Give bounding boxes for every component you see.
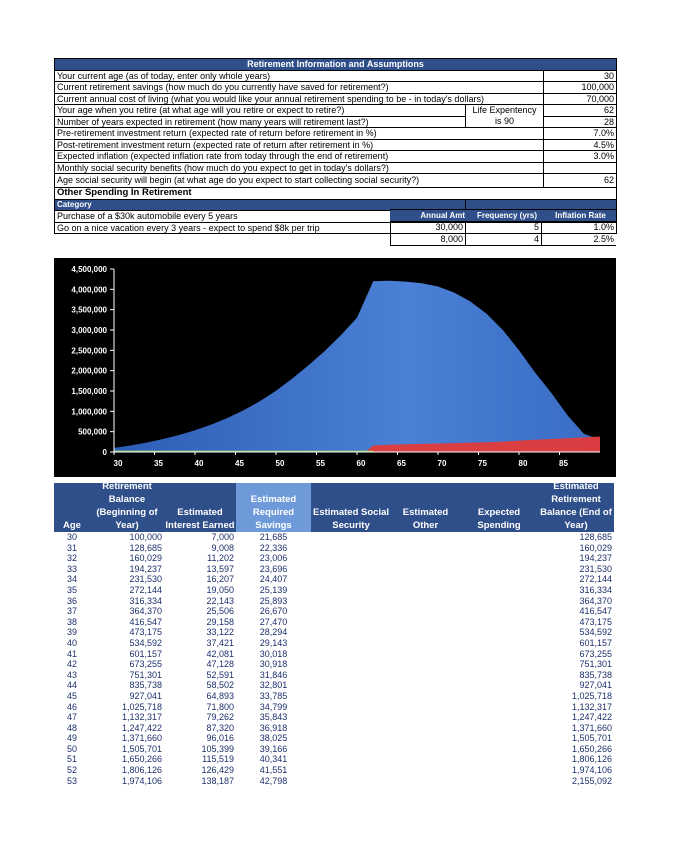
- social-security-cell: [311, 649, 391, 660]
- balance-end-cell: 534,592: [579, 627, 612, 638]
- required-savings-cell: 30,018: [259, 648, 288, 659]
- required-savings-header: Estimated Required Savings: [236, 483, 311, 532]
- age: 37: [66, 606, 77, 617]
- required-savings-cell: 21,685: [259, 532, 288, 542]
- assumption-label: Expected inflation (expected inflation rate from today through the end of retirement): [55, 151, 544, 163]
- assumption-value[interactable]: 7.0%: [544, 128, 617, 140]
- other-cell: [391, 627, 460, 638]
- balance-begin-cell: 835,738: [129, 680, 162, 691]
- x-tick-label: 50: [275, 459, 285, 468]
- required-savings-cell: 40,341: [259, 754, 288, 765]
- balance-begin-cell: 1,505,701: [121, 743, 162, 754]
- table-row: [54, 627, 614, 638]
- table-row: [54, 744, 614, 755]
- projection-table: [54, 483, 614, 786]
- required-savings-cell: 29,143: [259, 637, 288, 648]
- required-savings-cell: 39,166: [259, 743, 288, 754]
- table-row: [54, 617, 614, 628]
- spending-cell: [460, 776, 538, 787]
- spending-cell: [460, 670, 538, 681]
- spending-cell: [460, 765, 538, 776]
- spending-cell: [460, 617, 538, 628]
- social-security-cell: [311, 574, 391, 585]
- balance-area: [114, 281, 600, 452]
- required-savings-cell: 23,006: [259, 553, 288, 564]
- x-tick-label: 45: [235, 459, 244, 468]
- other-cell: [391, 754, 460, 765]
- assumption-label: Your age when you retire (at what age will you retire or expect to retire?): [55, 105, 466, 117]
- x-tick-label: 65: [397, 459, 406, 468]
- age: 40: [66, 637, 77, 648]
- balance-begin-cell: 231,530: [129, 574, 162, 585]
- assumption-value[interactable]: 30: [544, 70, 617, 82]
- interest-cell: 138,187: [201, 775, 234, 786]
- assumption-label: Number of years expected in retirement (how many years will retirement last?): [55, 116, 466, 128]
- assumption-row: [55, 116, 617, 128]
- social-security-cell: [311, 754, 391, 765]
- spending-cell: [460, 596, 538, 607]
- interest-cell: 64,893: [206, 690, 234, 701]
- social-security-cell: [311, 638, 391, 649]
- age: 46: [66, 701, 77, 712]
- inflation-value[interactable]: 2.5%: [593, 234, 614, 244]
- y-tick-label: 0: [102, 448, 107, 457]
- assumption-label: Pre-retirement investment return (expected rate of return before retirement in %): [55, 128, 544, 140]
- assumptions-table: [54, 58, 617, 234]
- age: 51: [66, 754, 77, 765]
- balance-begin-cell: 272,144: [129, 584, 162, 595]
- balance-end-cell: 601,157: [579, 637, 612, 648]
- table-row: [54, 702, 614, 713]
- spending-cell: [460, 543, 538, 554]
- balance-end-cell: 2,155,092: [571, 775, 612, 786]
- social-security-cell: [311, 765, 391, 776]
- table-row: [54, 553, 614, 564]
- age: 42: [66, 659, 77, 670]
- balance-end-cell: 416,547: [579, 606, 612, 617]
- balance-begin-header: Retirement Balance (Beginning of Year): [90, 483, 164, 532]
- balance-begin-cell: 160,029: [129, 553, 162, 564]
- interest-cell: 115,519: [202, 754, 234, 765]
- spending-header: Expected Spending: [460, 483, 538, 532]
- other-cell: [391, 765, 460, 776]
- balance-end-cell: 1,974,106: [571, 765, 612, 776]
- balance-end-cell: 364,370: [579, 595, 612, 606]
- spending-cell: [460, 638, 538, 649]
- required-savings-cell: 35,843: [259, 712, 288, 723]
- balance-end-cell: 1,371,660: [571, 722, 612, 733]
- balance-end-cell: 1,132,317: [571, 701, 612, 712]
- social-security-cell: [311, 659, 391, 670]
- spending-cell: [460, 702, 538, 713]
- table-row: [54, 606, 614, 617]
- balance-end-cell: 927,041: [579, 680, 612, 691]
- age: 52: [66, 765, 77, 776]
- balance-begin-cell: 1,650,266: [121, 754, 162, 765]
- inflation-header: Inflation Rate: [555, 211, 606, 220]
- x-tick-label: 85: [559, 459, 568, 468]
- other-cell: [391, 564, 460, 575]
- required-savings-cell: 25,139: [259, 584, 288, 595]
- assumption-label: Your current age (as of today, enter only whole years): [55, 70, 544, 82]
- social-security-cell: [311, 596, 391, 607]
- balance-end-cell: 835,738: [579, 669, 612, 680]
- interest-cell: 16,207: [206, 574, 234, 585]
- interest-cell: 37,421: [206, 637, 234, 648]
- balance-end-cell: 272,144: [579, 574, 612, 585]
- balance-end-cell: 1,505,701: [571, 733, 612, 744]
- y-tick-label: 1,500,000: [71, 387, 107, 396]
- required-savings-cell: 30,918: [259, 659, 288, 670]
- table-row: [54, 543, 614, 554]
- life-expectancy-note-2: is 90: [466, 116, 544, 128]
- age: 49: [66, 733, 77, 744]
- other-cell: [391, 723, 460, 734]
- assumption-value[interactable]: 3.0%: [544, 151, 617, 163]
- spending-cell: [460, 585, 538, 596]
- interest-cell: 33,122: [206, 627, 234, 638]
- balance-end-cell: 194,237: [579, 553, 612, 564]
- table-row: [54, 638, 614, 649]
- assumptions-title: Retirement Information and Assumptions: [55, 59, 617, 71]
- spending-cell: [460, 712, 538, 723]
- balance-begin-cell: 534,592: [129, 637, 162, 648]
- required-savings-cell: 31,846: [259, 669, 288, 680]
- x-tick-label: 55: [316, 459, 325, 468]
- assumption-value[interactable]: 28: [544, 116, 617, 128]
- spending-cell: [460, 606, 538, 617]
- social-security-cell: [311, 680, 391, 691]
- balance-end-cell: 316,334: [579, 584, 612, 595]
- required-savings-cell: 25,893: [259, 595, 288, 606]
- assumption-row: [55, 162, 617, 174]
- table-row: [54, 776, 614, 787]
- spending-cell: [460, 627, 538, 638]
- other-cell: [391, 670, 460, 681]
- age: 31: [66, 542, 77, 553]
- age: 38: [66, 616, 77, 627]
- balance-end-cell: 673,255: [579, 648, 612, 659]
- y-tick-label: 3,500,000: [71, 305, 107, 315]
- y-tick-label: 2,500,000: [71, 346, 107, 356]
- age: 50: [66, 743, 77, 754]
- age: 48: [66, 722, 77, 733]
- category-label: Purchase of a $30k automobile every 5 years: [55, 211, 466, 223]
- balance-end-cell: 128,685: [579, 532, 612, 542]
- social-security-cell: [311, 702, 391, 713]
- y-tick-label: 1,000,000: [71, 407, 107, 417]
- age: 34: [66, 574, 77, 585]
- required-savings-cell: 22,336: [259, 542, 288, 553]
- social-security-cell: [311, 712, 391, 723]
- x-tick-label: 30: [113, 459, 123, 468]
- projection-header-row: [54, 483, 614, 532]
- interest-cell: 87,320: [206, 722, 234, 733]
- balance-begin-cell: 927,041: [129, 690, 162, 701]
- social-security-cell: [311, 733, 391, 744]
- required-savings-cell: 24,407: [259, 574, 288, 585]
- balance-begin-cell: 1,806,126: [121, 765, 162, 776]
- social-security-cell: [311, 670, 391, 681]
- required-savings-cell: 32,801: [259, 680, 288, 691]
- balance-begin-cell: 673,255: [129, 659, 162, 670]
- interest-cell: 19,050: [206, 584, 234, 595]
- assumption-value[interactable]: 4.5%: [544, 139, 617, 151]
- interest-cell: 29,158: [206, 616, 234, 627]
- retirement-balance-chart: [54, 258, 616, 477]
- balance-begin-cell: 473,175: [129, 627, 162, 638]
- assumption-label: Current annual cost of living (what you would like your annual retirement spending to be - in today's dollars): [55, 93, 544, 105]
- interest-cell: 11,202: [207, 553, 234, 564]
- required-savings-cell: 27,470: [259, 616, 288, 627]
- y-tick-label: 4,000,000: [71, 285, 107, 295]
- required-savings-cell: 33,785: [259, 690, 288, 701]
- interest-cell: 22,143: [206, 595, 234, 606]
- table-row: [54, 585, 614, 596]
- other-cell: [391, 776, 460, 787]
- social-security-header: Estimated Social Security: [311, 483, 391, 532]
- other-spending-title: Other Spending In Retirement: [55, 188, 617, 200]
- balance-begin-cell: 364,370: [129, 606, 162, 617]
- interest-cell: 126,429: [201, 765, 234, 776]
- balance-end-cell: 473,175: [579, 616, 612, 627]
- other-cell: [391, 553, 460, 564]
- required-savings-cell: 23,696: [259, 563, 288, 574]
- spending-cell: [460, 553, 538, 564]
- other-cell: [391, 606, 460, 617]
- table-row: [54, 649, 614, 660]
- table-row: [54, 532, 614, 543]
- other-cell: [391, 574, 460, 585]
- other-cell: [391, 744, 460, 755]
- age: 32: [66, 553, 77, 564]
- assumption-label: Post-retirement investment return (expected rate of return after retirement in %): [55, 139, 544, 151]
- other-cell: [391, 543, 460, 554]
- assumption-row: [55, 70, 617, 82]
- other-cell: [391, 691, 460, 702]
- spending-cell: [460, 532, 538, 543]
- frequency-value[interactable]: 5: [466, 222, 542, 233]
- balance-end-cell: 1,806,126: [571, 754, 612, 765]
- social-security-cell: [311, 776, 391, 787]
- spending-cell: [460, 723, 538, 734]
- spending-cell: [460, 691, 538, 702]
- spending-cell: [460, 649, 538, 660]
- table-row: [54, 754, 614, 765]
- other-cell: [391, 680, 460, 691]
- age: 44: [66, 680, 77, 691]
- other-cell: [391, 532, 460, 543]
- spending-cell: [460, 744, 538, 755]
- required-savings-cell: 41,551: [259, 765, 288, 776]
- annual-amt-value[interactable]: 30,000: [390, 222, 466, 233]
- balance-end-cell: 231,530: [579, 563, 612, 574]
- assumption-label: Age social security will begin (at what age do you expect to start collecting social security?): [55, 174, 544, 188]
- required-savings-cell: 26,670: [259, 606, 288, 617]
- spending-cell: [460, 659, 538, 670]
- age: 45: [66, 690, 77, 701]
- table-row: [54, 680, 614, 691]
- assumption-label: Monthly social security benefits (how much do you expect to get in today's dollars?): [55, 162, 544, 174]
- other-header: Estimated Other: [391, 483, 460, 532]
- balance-begin-cell: 1,371,660: [121, 733, 162, 744]
- social-security-cell: [311, 744, 391, 755]
- social-security-cell: [311, 723, 391, 734]
- balance-begin-cell: 1,025,718: [121, 701, 162, 712]
- category-header: Category: [55, 199, 466, 211]
- frequency-header: Frequency (yrs): [476, 211, 538, 220]
- other-cell: [391, 638, 460, 649]
- interest-cell: 7,000: [211, 532, 234, 542]
- other-cell: [391, 702, 460, 713]
- age: 36: [66, 595, 77, 606]
- interest-cell: 9,008: [211, 542, 234, 553]
- required-savings-cell: 36,918: [259, 722, 288, 733]
- inflation-value[interactable]: 1.0%: [593, 222, 614, 232]
- balance-begin-cell: 194,237: [129, 563, 162, 574]
- interest-cell: 71,800: [206, 701, 234, 712]
- x-tick-label: 60: [356, 459, 366, 468]
- age-header: Age: [54, 483, 90, 532]
- annual-amt-value[interactable]: 8,000: [390, 234, 466, 245]
- assumption-value[interactable]: 100,000: [544, 82, 617, 94]
- age: 39: [66, 627, 77, 638]
- table-row: [54, 733, 614, 744]
- table-row: [54, 574, 614, 585]
- required-savings-cell: 42,798: [259, 775, 288, 786]
- other-cell: [391, 712, 460, 723]
- age: 53: [66, 775, 77, 786]
- social-security-cell: [311, 691, 391, 702]
- balance-begin-cell: 601,157: [129, 648, 162, 659]
- balance-begin-cell: 128,685: [129, 542, 162, 553]
- other-cell: [391, 585, 460, 596]
- social-security-cell: [311, 553, 391, 564]
- spending-cell: [460, 574, 538, 585]
- balance-end-cell: 1,650,266: [571, 743, 612, 754]
- social-security-cell: [311, 543, 391, 554]
- age: 47: [66, 712, 77, 723]
- spending-cell: [460, 754, 538, 765]
- assumption-row: [55, 105, 617, 117]
- y-tick-label: 3,000,000: [71, 326, 107, 335]
- x-tick-label: 80: [518, 459, 528, 468]
- assumption-value[interactable]: 70,000: [544, 93, 617, 105]
- other-cell: [391, 659, 460, 670]
- table-row: [54, 691, 614, 702]
- assumption-row: [55, 93, 617, 105]
- age: 33: [66, 563, 77, 574]
- y-tick-label: 2,000,000: [71, 366, 107, 376]
- table-row: [54, 670, 614, 681]
- social-security-cell: [311, 585, 391, 596]
- balance-begin-cell: 1,132,317: [121, 712, 162, 723]
- other-cell: [391, 596, 460, 607]
- y-tick-label: 4,500,000: [71, 265, 107, 274]
- assumption-value[interactable]: [544, 162, 617, 174]
- other-cell: [391, 649, 460, 660]
- table-row: [54, 723, 614, 734]
- age: 43: [66, 669, 77, 680]
- category-label: Go on a nice vacation every 3 years - expect to spend $8k per trip: [55, 222, 466, 234]
- balance-begin-cell: 1,247,422: [121, 722, 162, 733]
- assumption-row: [55, 151, 617, 163]
- age: 35: [66, 584, 77, 595]
- assumption-row: [55, 128, 617, 140]
- spending-cell: [460, 680, 538, 691]
- spending-cell: [460, 564, 538, 575]
- interest-cell: 96,016: [206, 733, 234, 744]
- table-row: [54, 659, 614, 670]
- interest-cell: 13,597: [206, 563, 234, 574]
- y-tick-label: 500,000: [78, 427, 107, 437]
- balance-begin-cell: 1,974,106: [121, 775, 162, 786]
- required-savings-cell: 38,025: [259, 733, 288, 744]
- assumption-value[interactable]: 62: [544, 174, 617, 188]
- chart-canvas: [54, 258, 616, 477]
- interest-cell: 42,081: [206, 648, 234, 659]
- social-security-cell: [311, 564, 391, 575]
- assumption-row: [55, 82, 617, 94]
- balance-end-cell: 1,025,718: [571, 690, 612, 701]
- table-row: [54, 596, 614, 607]
- frequency-value[interactable]: 4: [466, 234, 542, 245]
- assumption-row: [55, 139, 617, 151]
- assumption-value[interactable]: 62: [544, 105, 617, 117]
- social-security-cell: [311, 606, 391, 617]
- x-tick-label: 70: [437, 459, 447, 468]
- social-security-cell: [311, 627, 391, 638]
- x-tick-label: 40: [194, 459, 204, 468]
- table-row: [54, 564, 614, 575]
- age: 30: [66, 532, 77, 542]
- balance-end-header: Estimated Retirement Balance (End of Year): [538, 483, 614, 532]
- balance-end-cell: 751,301: [579, 659, 612, 670]
- interest-cell: 105,399: [201, 743, 234, 754]
- balance-begin-cell: 751,301: [129, 669, 162, 680]
- balance-begin-cell: 416,547: [129, 616, 162, 627]
- social-security-cell: [311, 617, 391, 628]
- balance-begin-cell: 316,334: [129, 595, 162, 606]
- required-savings-cell: 28,294: [259, 627, 288, 638]
- interest-cell: 52,591: [206, 669, 234, 680]
- x-tick-label: 75: [478, 459, 487, 468]
- assumption-row: [55, 174, 617, 188]
- balance-end-cell: 160,029: [579, 542, 612, 553]
- balance-end-cell: 1,247,422: [571, 712, 612, 723]
- other-cell: [391, 617, 460, 628]
- age: 41: [66, 648, 77, 659]
- required-savings-cell: 34,799: [259, 701, 288, 712]
- interest-cell: 25,506: [206, 606, 234, 617]
- x-tick-label: 35: [154, 459, 163, 468]
- other-cell: [391, 733, 460, 744]
- balance-begin-cell: 100,000: [129, 532, 162, 542]
- annual-amt-header: Annual Amt: [420, 211, 465, 220]
- interest-header: Estimated Interest Earned: [164, 483, 236, 532]
- assumption-label: Current retirement savings (how much do you currently have saved for retirement?): [55, 82, 544, 94]
- life-expectancy-note: Life Expentency: [466, 105, 544, 117]
- interest-cell: 58,502: [206, 680, 234, 691]
- table-row: [54, 765, 614, 776]
- interest-cell: 47,128: [206, 659, 234, 670]
- interest-cell: 79,262: [206, 712, 234, 723]
- spending-cell: [460, 733, 538, 744]
- social-security-cell: [311, 532, 391, 543]
- other-spending-columns: [390, 209, 616, 246]
- table-row: [54, 712, 614, 723]
